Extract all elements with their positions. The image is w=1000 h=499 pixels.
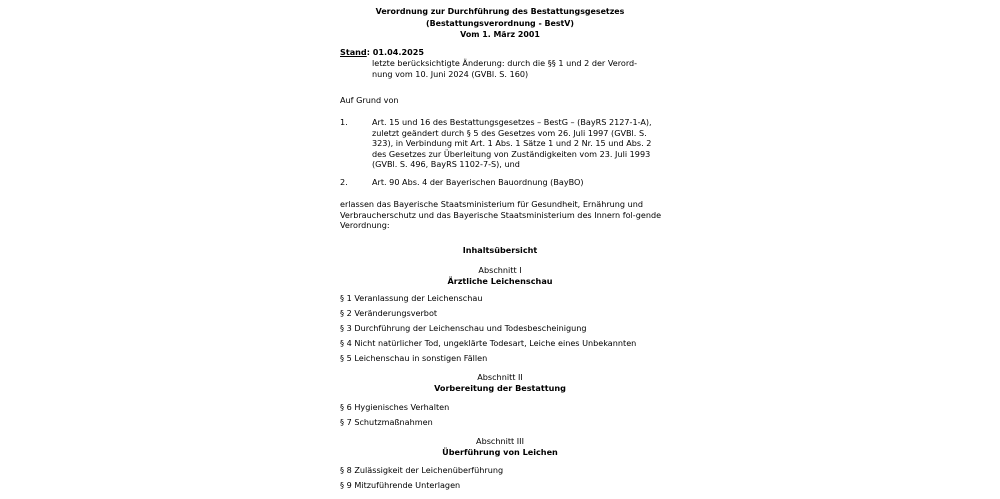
stand-note-2: nung vom 10. Juni 2024 (GVBl. S. 160): [372, 68, 529, 79]
toc-entry[interactable]: § 3 Durchführung der Leichenschau und Todesbescheinigung: [340, 323, 587, 333]
stand-label: Stand: [340, 47, 367, 57]
section-label: Abschnitt II: [477, 372, 523, 382]
section-label: Abschnitt I: [478, 265, 522, 275]
toc-entry[interactable]: § 6 Hygienisches Verhalten: [340, 402, 450, 412]
toc-entry[interactable]: § 5 Leichenschau in sonstigen Fällen: [340, 353, 488, 363]
section-title: Vorbereitung der Bestattung: [434, 382, 566, 393]
item-text: Art. 90 Abs. 4 der Bayerischen Bauordnung (BayBO): [372, 177, 584, 187]
toc-entry[interactable]: § 8 Zulässigkeit der Leichenüberführung: [340, 465, 504, 475]
toc-entry[interactable]: § 4 Nicht natürlicher Tod, ungeklärte Todesart, Leiche eines Unbekannten: [340, 338, 637, 348]
stand-line: [340, 47, 424, 58]
item-text: Art. 15 und 16 des Bestattungsgesetzes – BestG – (BayRS 2127-1-A), zuletzt geändert durch § 5 des Gesetzes vom 26. Juli 1997 (GVBl. S. 323), in Verbindung mit Art. 1 Abs. 1 Sätze 1 und 2 Nr. 15 und Abs. 2 des Gesetzes zur Überleitung von Zuständigkeiten vom 23. Juli 1993 (GVBl. S. 496, BayRS 1102-7-S), und: [372, 117, 652, 169]
section-title: Überführung von Leichen: [442, 446, 558, 457]
title-line-1: Verordnung zur Durchführung des Bestattungsgesetzes: [375, 7, 625, 16]
toc-entry[interactable]: § 2 Veränderungsverbot: [340, 308, 438, 318]
stand-note-1: letzte berücksichtigte Änderung: durch die §§ 1 und 2 der Verord-: [372, 58, 638, 68]
toc-entry[interactable]: § 1 Veranlassung der Leichenschau: [340, 293, 483, 303]
toc-entry[interactable]: § 9 Mitzuführende Unterlagen: [340, 480, 461, 490]
section-label: Abschnitt III: [476, 436, 524, 446]
preamble-intro: Auf Grund von: [340, 95, 399, 105]
toc-heading: Inhaltsübersicht: [462, 245, 538, 255]
stand-date: : 01.04.2025: [366, 47, 424, 57]
item-number: 1.: [340, 117, 348, 127]
section-title: Ärztliche Leichenschau: [447, 275, 553, 286]
item-number: 2.: [340, 177, 348, 187]
title-line-2: (Bestattungsverordnung - BestV): [425, 18, 575, 28]
toc-entry[interactable]: § 7 Schutzmaßnahmen: [340, 417, 433, 427]
preamble-closing: erlassen das Bayerische Staatsministerium für Gesundheit, Ernährung und Verbraucherschutz und das Bayerische Staatsministerium des Innern fol-gende Verordnung:: [340, 199, 662, 230]
title-line-3: Vom 1. März 2001: [460, 30, 540, 39]
